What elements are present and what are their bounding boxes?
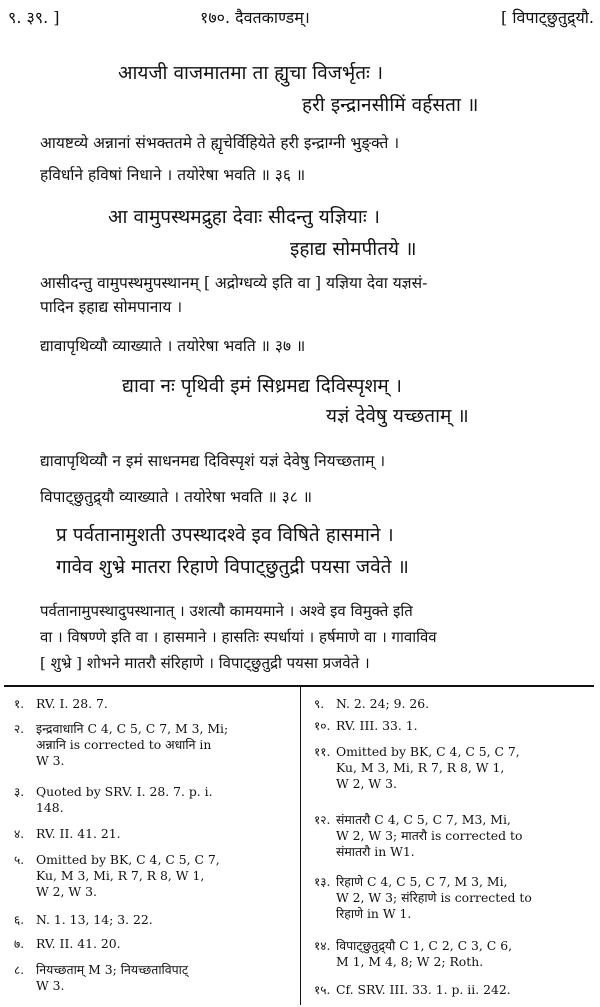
footnote xyxy=(314,874,582,922)
footnote xyxy=(314,718,582,734)
footnote xyxy=(314,982,582,998)
verse-37-line-1: आ वामुपस्थमद्रुहा देवाः सीदन्तु यज्ञियाः । xyxy=(108,206,380,228)
footnote xyxy=(14,936,282,952)
commentary-line: आयष्टव्ये अन्नानां संभक्ततमे ते ह्यृचेर्विहियेते हरी इन्द्राग्नी भुङ्क्ते । xyxy=(40,134,400,152)
footnote xyxy=(314,696,582,712)
footnote-text: Omitted by BK, C 4, C 5, C 7, Ku, M 3, Mi, R 7, R 8, W 1, W 2, W 3. xyxy=(36,852,220,899)
footnote xyxy=(14,721,282,769)
footnote-number: ४. xyxy=(14,827,25,841)
commentary-line: द्यावापृथिव्यौ न इमं साधनमद्य दिविस्पृशं यज्ञं देवेषु नियच्छताम् । xyxy=(40,452,386,470)
verse-39-line-2: गावेव शुभ्रे मातरा रिहाणे विपाट्छुतुद्री पयसा जवेते ॥ xyxy=(56,556,409,578)
footnote-number: १०. xyxy=(314,719,331,733)
footnote-column-divider xyxy=(300,687,301,1005)
footnote xyxy=(14,912,282,928)
footnote-number: ९. xyxy=(314,697,325,711)
commentary-line: आसीदन्तु वामुपस्थमुपस्थानम् [ अद्रोग्धव्ये इति वा ] यज्ञिया देवा यज्ञसं- xyxy=(40,274,428,292)
verse-39-line-1: प्र पर्वतानामुशती उपस्थादश्वे इव विषिते हासमाने । xyxy=(56,524,394,546)
footnote xyxy=(314,744,582,792)
footnote-text: RV. II. 41. 20. xyxy=(36,936,121,951)
footnote-number: १२. xyxy=(314,813,331,827)
commentary-line: विपाट्छुतुद्र्यौ व्याख्याते । तयोरेषा भवति ॥ ३८ ॥ xyxy=(40,488,312,506)
footnote-text: N. 1. 13, 14; 3. 22. xyxy=(36,912,153,927)
footnote xyxy=(314,812,582,860)
footnote-text: इन्द्रवाधानि C 4, C 5, C 7, M 3, Mi; अन्नानि is corrected to अधानि in W 3. xyxy=(36,721,229,768)
footnote-text: Quoted by SRV. I. 28. 7. p. i. 148. xyxy=(36,784,213,815)
verse-38-line-2: यज्ञं देवेषु यच्छताम् ॥ xyxy=(326,405,469,427)
footnote-number: २. xyxy=(14,722,25,736)
footnote-text: RV. II. 41. 21. xyxy=(36,826,121,841)
verse-36-line-2: हरी इन्द्रानसीमिं वर्हसता ॥ xyxy=(302,94,479,116)
footnote-text: नियच्छताम् M 3; नियच्छताविपाट् W 3. xyxy=(36,962,189,993)
footnote xyxy=(14,784,282,816)
verse-36-line-1: आयजी वाजमातमा ता ह्युचा विजर्भृतः । xyxy=(118,62,384,84)
footnote xyxy=(14,826,282,842)
footnote-number: ६. xyxy=(14,913,25,927)
page-header-section-number: ९. ३९. ] xyxy=(8,8,60,27)
footnote-text: विपाट्छुतुद्र्यौ C 1, C 2, C 3, C 6, M 1, M 4, 8; W 2; Roth. xyxy=(336,938,513,969)
footnote-number: १५. xyxy=(314,983,331,997)
footnote xyxy=(14,852,282,900)
commentary-line: हविर्धाने हविषां निधाने । तयोरेषा भवति ॥ ३६ ॥ xyxy=(40,166,306,184)
footnote-number: १. xyxy=(14,697,25,711)
footnote-text: RV. I. 28. 7. xyxy=(36,696,108,711)
footnote-number: ११. xyxy=(314,745,331,759)
verse-37-line-2: इहाद्य सोमपीतये ॥ xyxy=(290,238,417,260)
commentary-line: पर्वतानामुपस्थादुपस्थानात् । उशत्यौ कामयमाने । अश्वे इव विमुक्ते इति xyxy=(40,602,413,620)
footnote-text: N. 2. 24; 9. 26. xyxy=(336,696,430,711)
footnote-number: ५. xyxy=(14,853,25,867)
footnote-text: संमातरौ C 4, C 5, C 7, M3, Mi, W 2, W 3; मातरौ is corrected to संमातरौ in W1. xyxy=(336,812,523,859)
footnote-text: रिहाणे C 4, C 5, C 7, M 3, Mi, W 2, W 3; संरिहाणे is corrected to रिहाणे in W 1. xyxy=(336,874,532,921)
footnote xyxy=(314,938,582,970)
commentary-line: पादिन इहाद्य सोमपानाय । xyxy=(40,298,183,316)
footnote-text: Cf. SRV. III. 33. 1. p. ii. 242. xyxy=(336,982,511,997)
page-header-title: १७०. दैवतकाण्डम्। xyxy=(200,8,310,27)
footnote-number: ३. xyxy=(14,785,25,799)
footnote-number: १४. xyxy=(314,939,331,953)
footnote xyxy=(14,696,282,712)
verse-38-line-1: द्यावा नः पृथिवी इमं सिध्रमद्य दिविस्पृशम् । xyxy=(122,375,402,397)
page-header-topic: [ विपाट्छुतुद्र्यौ. xyxy=(500,8,594,27)
commentary-line: द्यावापृथिव्यौ व्याख्याते । तयोरेषा भवति ॥ ३७ ॥ xyxy=(40,337,306,355)
commentary-line: वा । विषण्णे इति वा । हासमाने । हासतिः स्पर्धायां । हर्षमाणे वा । गावाविव xyxy=(40,628,437,646)
commentary-line: [ शुभ्रे ] शोभने मातरौ संरिहाणे । विपाट्छुतुद्री पयसा प्रजवेते । xyxy=(40,654,370,672)
footnote-number: ७. xyxy=(14,937,25,951)
footnote-separator-rule xyxy=(4,685,594,687)
footnote-text: RV. III. 33. 1. xyxy=(336,718,418,733)
footnote-text: Omitted by BK, C 4, C 5, C 7, Ku, M 3, Mi, R 7, R 8, W 1, W 2, W 3. xyxy=(336,744,520,791)
footnote xyxy=(14,962,282,994)
footnote-number: १३. xyxy=(314,875,331,889)
footnote-number: ८. xyxy=(14,963,25,977)
